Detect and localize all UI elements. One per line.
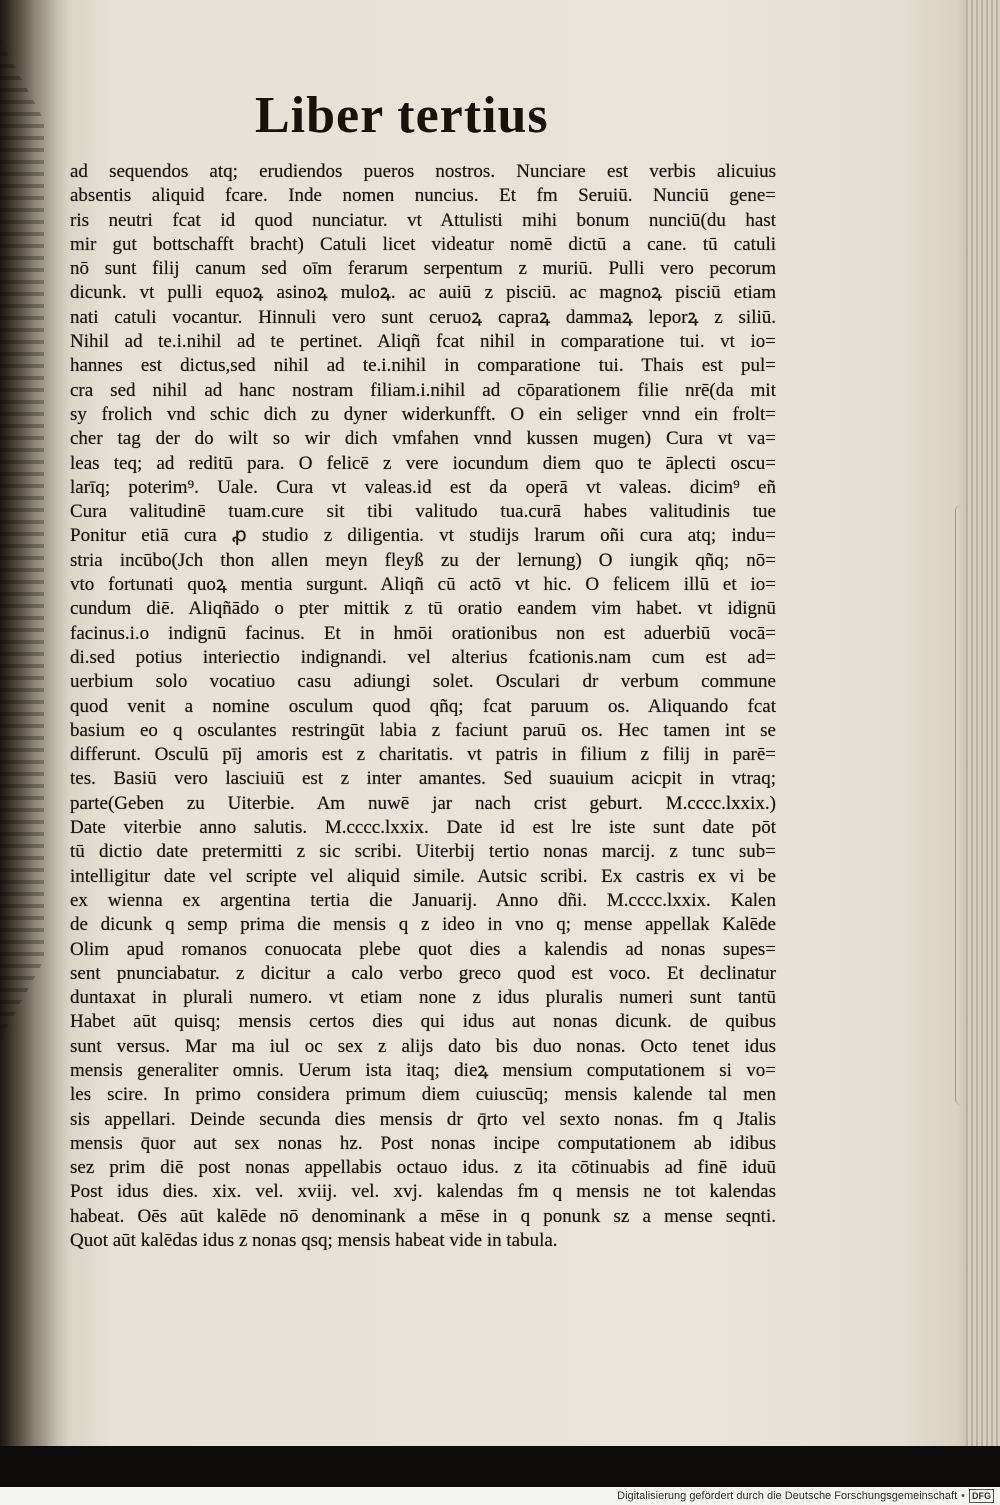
text-line: mensis q̄uor aut sex nonas hz. Post nonas incipe computationem ab idibus: [70, 1132, 776, 1154]
text-line: facinus.i.o indignū facinus. Et in hmōi orationibus non est aduerbiū vocā=: [70, 622, 776, 644]
dfg-logo-icon: DFG: [969, 1489, 994, 1503]
footer-content: [617, 1487, 994, 1505]
text-line: tū dictio date pretermitti z sic scribi. Uiterbij tertio nonas marcij. z tunc sub=: [70, 841, 776, 863]
text-line: sis appellari. Deinde secunda dies mensis dr q̄rto vel sexto nonas. fm q Jtalis: [70, 1108, 776, 1130]
text-line: sez prim diē post nonas appellabis octauo idus. z ita cōtinuabis ad finē iduū: [70, 1157, 776, 1179]
text-line: ex wienna ex argentina tertia die Januarij. Anno dñi. M.cccc.lxxix. Kalen: [70, 889, 776, 911]
footer-bar: [0, 1487, 1000, 1505]
separator-dot: [957, 1490, 969, 1502]
text-line: vto fortunati quoꝝ mentia surgunt. Aliqñ cū actō vt hic. O felicem illū et io=: [70, 574, 776, 596]
text-line: basium eo q osculantes restringūt labia z faciunt paruū os. Hec tamen int se: [70, 719, 776, 741]
text-line: nō sunt filij canum sed oīm ferarum serpentum z muriū. Pulli vero pecorum: [70, 258, 776, 280]
text-line: absentis aliquid fcare. Inde nomen nuncius. Et fm Seruiū. Nunciū gene=: [70, 185, 776, 207]
text-line: dicunk. vt pulli equoꝝ asinoꝝ muloꝝ. ac auiū z pisciū. ac magnoꝝ pisciū etiam: [70, 282, 776, 304]
text-line-last: Quot aūt kalēdas idus z nonas qsq; mensis habeat vide in tabula.: [70, 1230, 558, 1252]
text-line: quod venit a nomine osculum quod qñq; fcat paruum os. Aliquando fcat: [70, 695, 776, 717]
leaf-fold: [955, 505, 964, 1105]
text-line: Nihil ad te.i.nihil ad te pertinet. Aliqñ fcat nihil in comparatione tui. vt io=: [70, 331, 776, 353]
funding-credit: Digitalisierung gefördert durch die Deutsche Forschungsgemeinschaft: [617, 1490, 958, 1502]
text-line: hannes est dictus,sed nihil ad te.i.nihil in comparatione tui. Thais est pul=: [70, 355, 776, 377]
text-line: differunt. Osculū pīj amoris est z charitatis. vt patris in filium z filij in parē=: [70, 744, 776, 766]
text-line: Olim apud romanos conuocata plebe quot dies a kalendis ad nonas supes=: [70, 938, 776, 960]
text-line: di.sed potius interiectio indignandi. vel alterius fcationis.nam cum est ad=: [70, 646, 776, 668]
text-line: Habet aūt quisq; mensis certos dies qui idus aut nonas dicunk. de quibus: [70, 1011, 776, 1033]
text-line: ris neutri fcat id quod nunciatur. vt Attulisti mihi bonum nunciū(du hast: [70, 209, 776, 231]
page-edges: [966, 0, 1000, 1446]
text-line: larīq; poterim⁹. Uale. Cura vt valeas.id est da operā vt valeas. dicim⁹ eñ: [70, 476, 776, 498]
text-line: sy frolich vnd schic dich zu dyner widerkunfft. O ein seliger vnnd ein frolt=: [70, 403, 776, 425]
text-line: ad sequendos atq; erudiendos pueros nostros. Nunciare est verbis alicuius: [70, 161, 776, 182]
text-line: Date viterbie anno salutis. M.cccc.lxxix. Date id est lre iste sunt date pōt: [70, 817, 776, 839]
page-title: Liber tertius: [255, 87, 549, 144]
text-line: cra sed nihil ad hanc nostram filiam.i.nihil ad cōparationem filie nrē(da mit: [70, 379, 776, 401]
text-block: [70, 160, 776, 1253]
text-line: intelligitur date vel scripte vel aliquid simile. Autsic scribi. Ex castris ex vi be: [70, 865, 776, 887]
text-line: habeat. Oēs aūt kalēde nō denominank a mēse in q ponunk sz a mense seqnti.: [70, 1205, 776, 1227]
gutter-shadow: [0, 0, 70, 1446]
text-line: sunt versus. Mar ma iul oc sex z alijs dato bis duo nonas. Octo tenet idus: [70, 1035, 776, 1057]
text-line: sent pnunciabatur. z dicitur a calo verbo greco quod est voco. Et declinatur: [70, 962, 776, 984]
text-line: stria incūbo(Jch thon allen meyn fleyß zu der lernung) O iungik qñq; nō=: [70, 549, 776, 571]
text-line: mensis generaliter omnis. Uerum ista itaq; dieꝝ mensium computationem si vo=: [70, 1059, 776, 1081]
text-line: parte(Geben zu Uiterbie. Am nuwē jar nach crist geburt. M.cccc.lxxix.): [70, 792, 776, 814]
text-line: leas teq; ad reditū para. O felicē z vere iocundum diem quo te āplecti oscu=: [70, 452, 776, 474]
text-line: tes. Basiū vero lasciuiū est z inter amantes. Sed suauium acicpit in vtraq;: [70, 768, 776, 790]
text-line: Post idus dies. xix. vel. xviij. vel. xvj. kalendas fm q mensis ne tot kalendas: [70, 1181, 776, 1203]
text-line: cundum diē. Aliqñādo o pter mittik z tū oratio eandem vim habet. vt idignū: [70, 598, 776, 620]
text-line: Cura valitudinē tuam.cure sit tibi valitudo tua.curā habes valitudinis tue: [70, 501, 776, 523]
text-line: les scire. In primo considera primum diem cuiuscūq; mensis kalende tal men: [70, 1084, 776, 1106]
text-line: nati catuli vocantur. Hinnuli vero sunt ceruoꝝ capraꝝ dammaꝝ leporꝝ z siliū.: [70, 306, 776, 328]
text-line: de dicunk q semp prima die mensis q z ideo in vno q; mense appellak Kalēde: [70, 914, 776, 936]
text-line: uerbium solo vocatiuo casu adiungi solet. Osculari dr verbum commune: [70, 671, 776, 693]
text-line: Ponitur etiā cura ꝓ studio z diligentia. vt studijs lrarum oñi cura atq; indu=: [70, 525, 776, 547]
text-line: mir gut bottschafft bracht) Catuli licet videatur nomē dictū a cane. tū catuli: [70, 233, 776, 255]
text-line: duntaxat in plurali numero. vt etiam none z idus pluralis numeri sunt tantū: [70, 987, 776, 1009]
text-line: cher tag der do wilt so wir dich vmfahen vnnd kussen mugen) Cura vt va=: [70, 428, 776, 450]
